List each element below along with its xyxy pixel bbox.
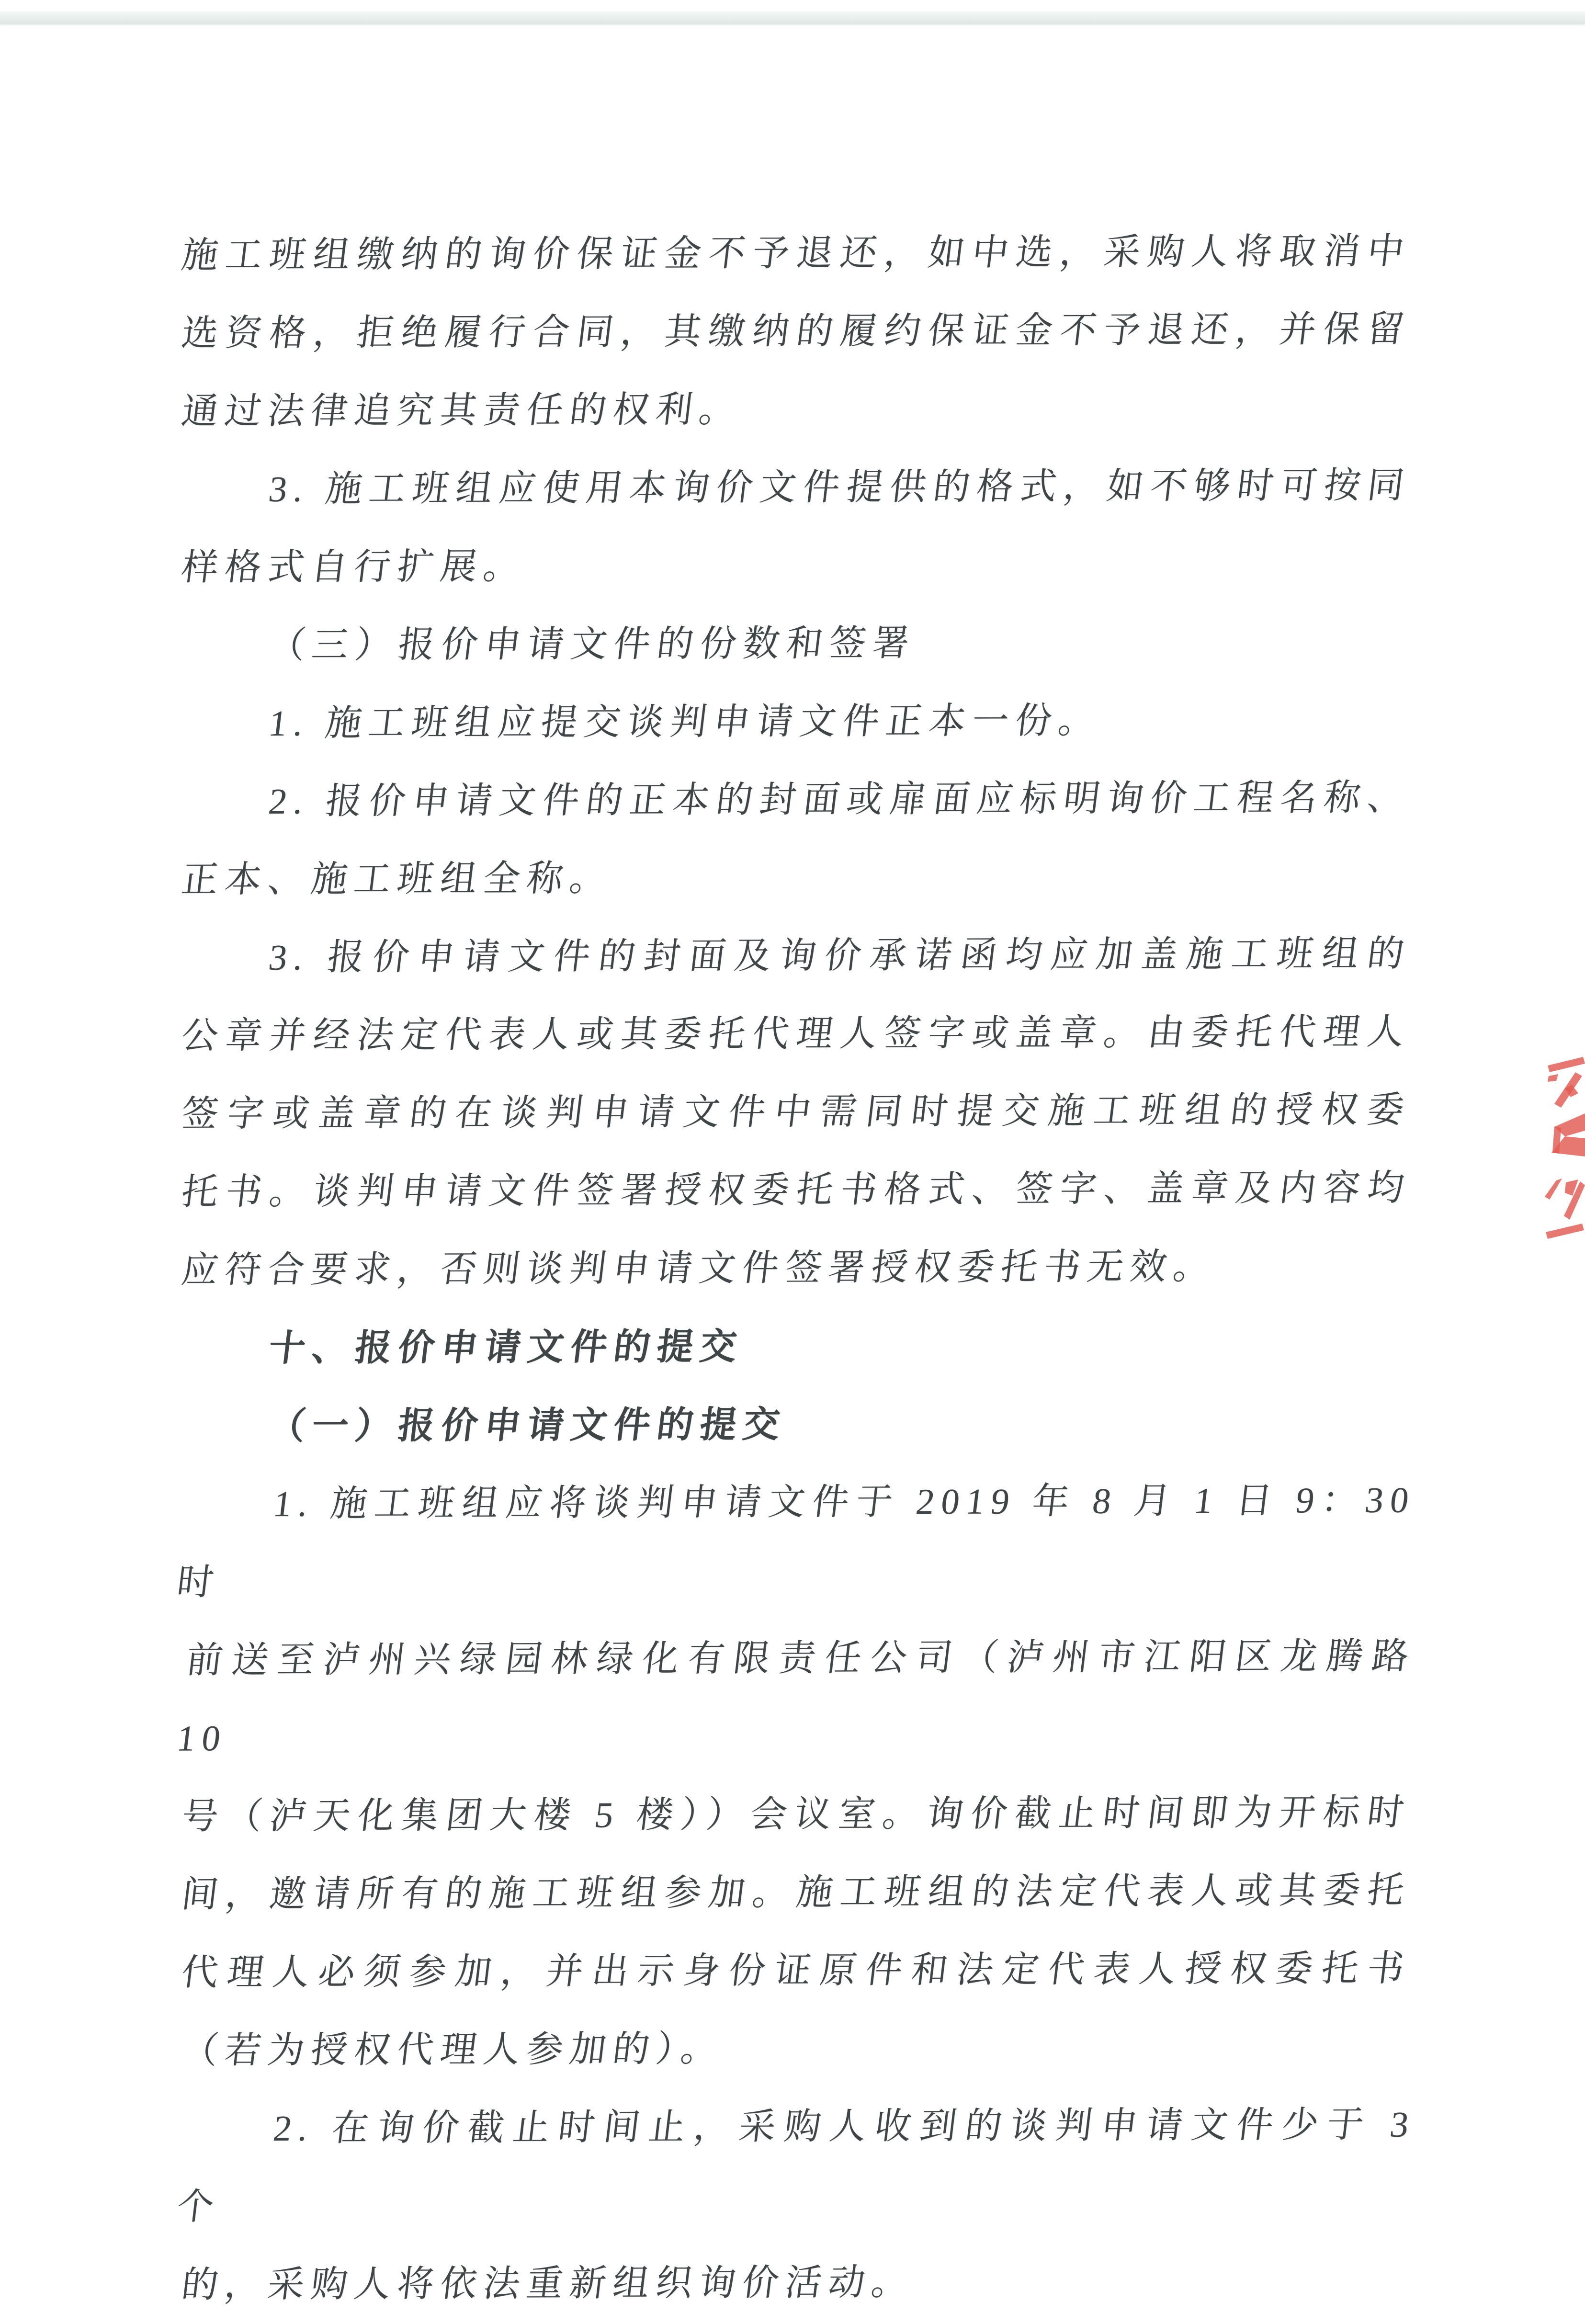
text-line: 2. 报价申请文件的正本的封面或扉面应标明询价工程名称、 — [266, 777, 1413, 822]
stamp-stroke — [1548, 1074, 1558, 1082]
text-line: 托书。谈判申请文件签署授权委托书格式、签字、盖章及内容均 — [179, 1168, 1413, 1213]
text-line: 2. 在询价截止时间止，采购人收到的谈判申请文件少于 3 个 — [174, 2104, 1418, 2227]
text-line: 1. 施工班组应将谈判申请文件于 2019 年 8 月 1 日 9：30 时 — [174, 1480, 1418, 1603]
text-line: 3. 施工班组应使用本询价文件提供的格式，如不够时可按同 — [266, 465, 1413, 510]
text-line: 施工班组缴纳的询价保证金不予退还，如中选，采购人将取消中 — [179, 231, 1413, 276]
scan-artifact-band — [0, 11, 1585, 24]
text-line: 间，邀请所有的施工班组参加。施工班组的法定代表人或其委托 — [179, 1870, 1413, 1915]
stamp-stroke — [1545, 1179, 1562, 1200]
stamp-stroke — [1548, 1057, 1585, 1072]
text-line: 签字或盖章的在谈判申请文件中需同时提交施工班组的授权委 — [179, 1089, 1413, 1134]
text-line: 样格式自行扩展。 — [179, 546, 529, 588]
text-line: 3. 报价申请文件的封面及询价承诺函均应加盖施工班组的 — [266, 933, 1413, 978]
stamp-stroke — [1546, 1224, 1584, 1239]
text-line: 1. 施工班组应提交谈判申请文件正本一份。 — [266, 700, 1104, 744]
text-line: 公章并经法定代表人或其委托代理人签字或盖章。由委托代理人 — [179, 1011, 1413, 1056]
text-line: 代理人必须参加，并出示身份证原件和法定代表人授权委托书 — [179, 1948, 1413, 1993]
text-line: 号（泸天化集团大楼 5 楼））会议室。询价截止时间即为开标时 — [179, 1792, 1413, 1837]
text-line: （若为授权代理人参加的）。 — [179, 2029, 727, 2071]
section-heading: （一）报价申请文件的提交 — [266, 1404, 789, 1447]
text-line: 选资格，拒绝履行合同，其缴纳的履约保证金不予退还，并保留 — [179, 309, 1413, 354]
text-line: （三）报价申请文件的份数和签署 — [266, 623, 918, 666]
document-text-block — [174, 215, 1418, 2322]
section-heading: 十、报价申请文件的提交 — [266, 1326, 746, 1369]
text-line: 的，采购人将依法重新组织询价活动。 — [179, 2262, 917, 2305]
text-line: 通过法律追究其责任的权利。 — [179, 389, 745, 432]
red-seal-stamp-fragment — [1542, 1051, 1585, 1252]
text-line: 前送至泸州兴绿园林绿化有限责任公司（泸州市江阳区龙腾路 10 — [174, 1636, 1418, 1759]
text-line: 应符合要求，否则谈判申请文件签署授权委托书无效。 — [179, 1246, 1219, 1291]
text-line: 正本、施工班组全称。 — [179, 858, 615, 900]
